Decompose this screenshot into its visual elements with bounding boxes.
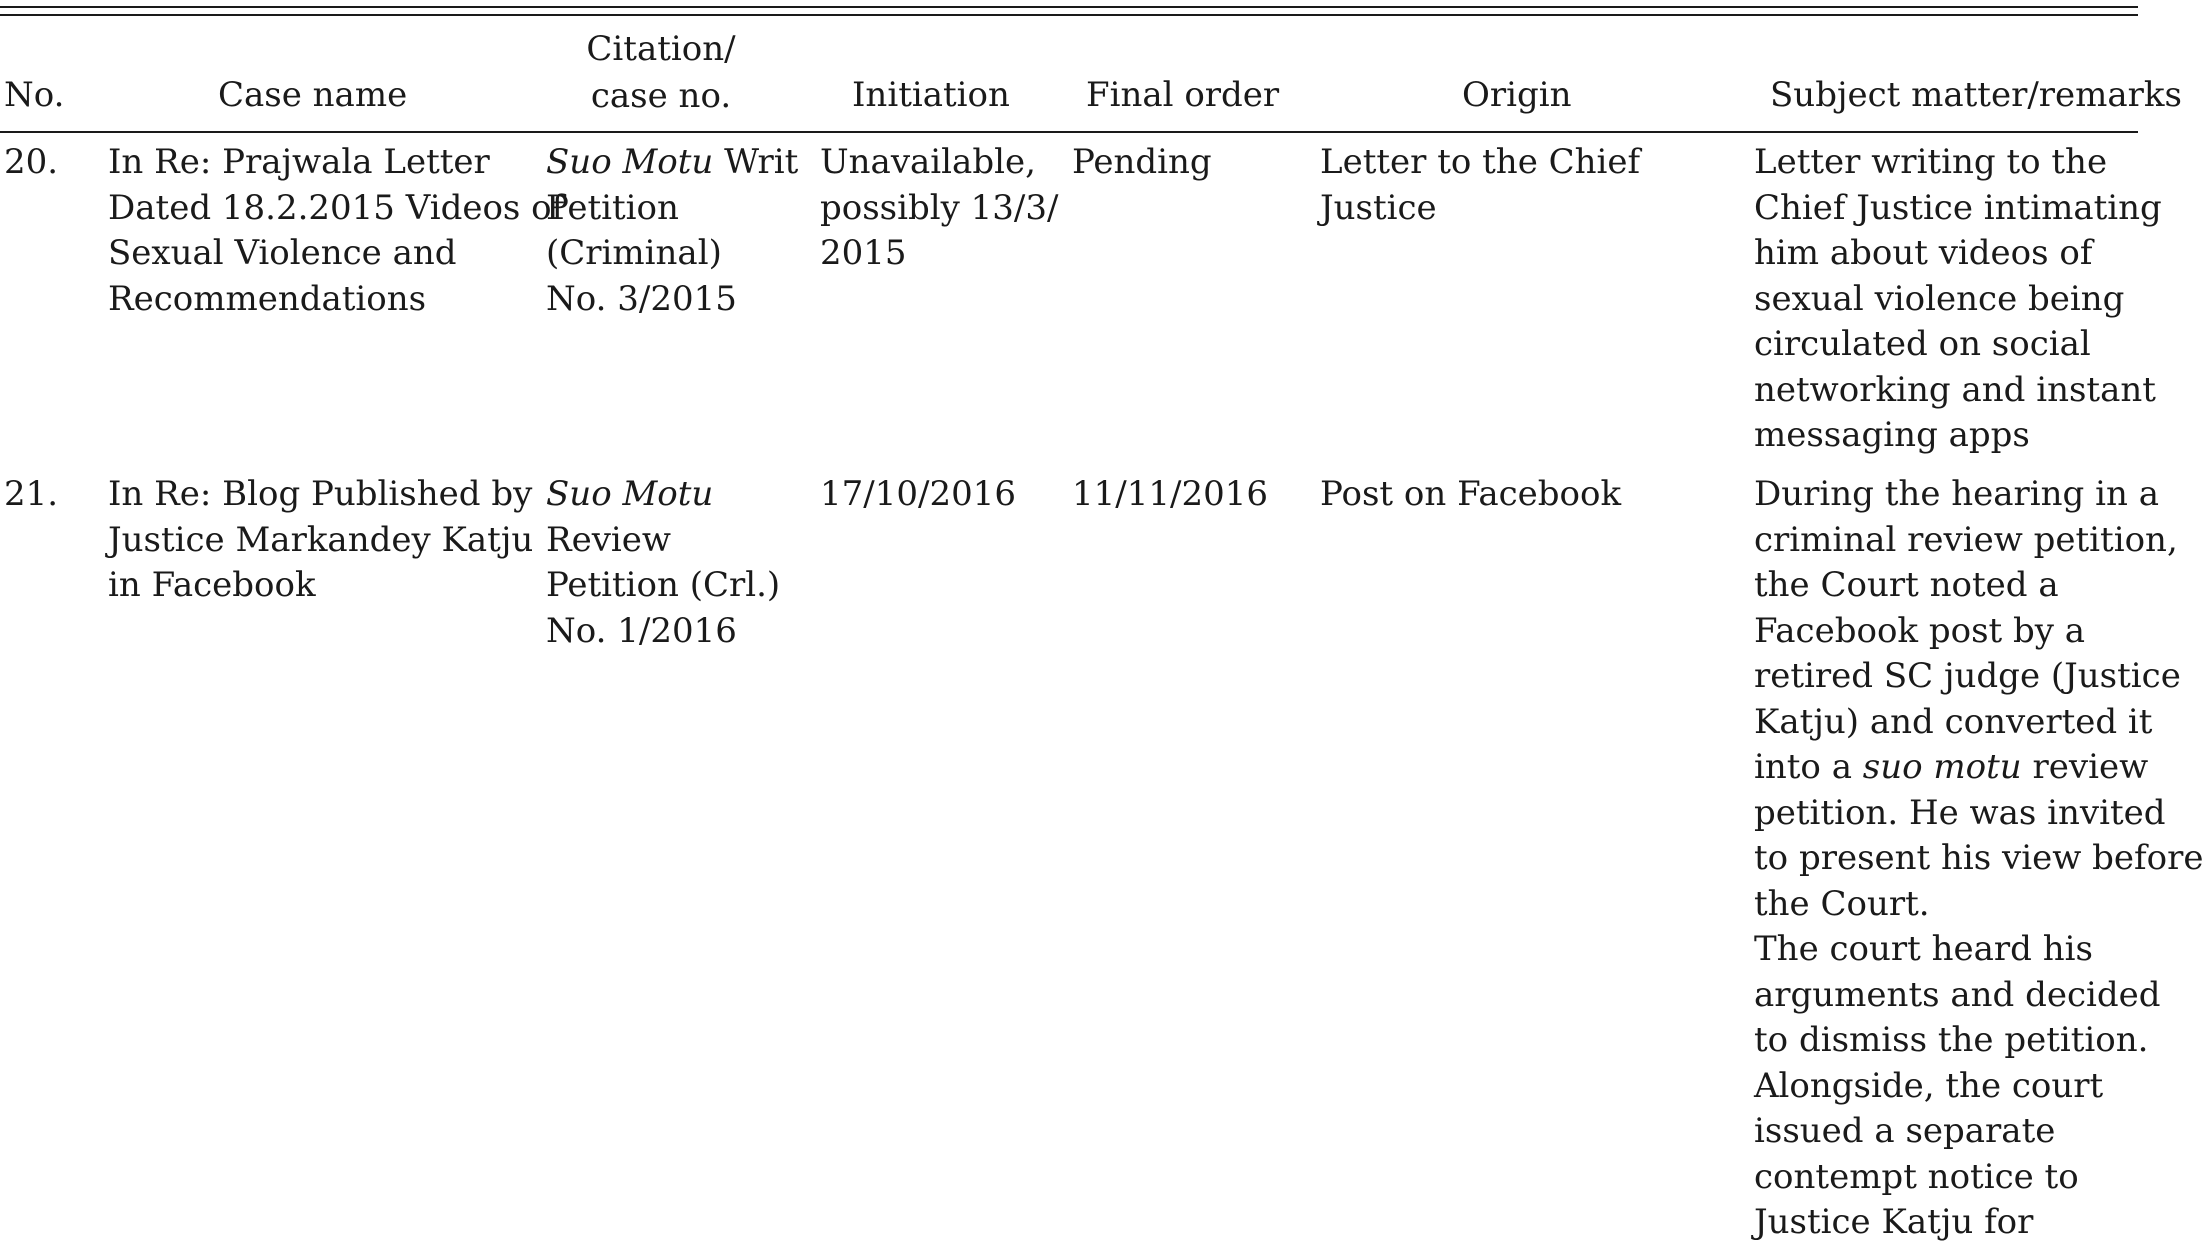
row-21-no: 21. bbox=[4, 474, 59, 514]
row-21-citation bbox=[546, 472, 780, 654]
row-21-subj-line: Katju) and converted it bbox=[1754, 701, 2153, 742]
suo-motu-italic: Suo Motu bbox=[546, 474, 714, 514]
row-20-subj-line: Chief Justice intimating bbox=[1754, 187, 2162, 228]
row-21-subj-line: to dismiss the petition. bbox=[1754, 1020, 2149, 1060]
header-no: No. bbox=[4, 75, 65, 115]
row-21-subj-line: criminal review petition, bbox=[1754, 519, 2178, 560]
header-origin: Origin bbox=[1462, 75, 1572, 115]
row-21-citation-line bbox=[546, 472, 780, 518]
row-20-citation-line: Petition bbox=[546, 187, 679, 228]
row-20-origin-line: Letter to the Chief bbox=[1320, 142, 1641, 182]
row-20-subj-line: networking and instant bbox=[1754, 369, 2156, 410]
row-21-case-line: Justice Markandey Katju bbox=[108, 519, 534, 560]
row-21-citation-line: Review bbox=[546, 519, 672, 560]
row-20-init-line: 2015 bbox=[820, 233, 907, 273]
table-top-rule-second bbox=[0, 14, 2138, 16]
row-20-subj-line: circulated on social bbox=[1754, 324, 2091, 364]
row-20-case-line: In Re: Prajwala Letter bbox=[108, 142, 490, 182]
row-21-subj-line: arguments and decided bbox=[1754, 974, 2161, 1015]
row-20-init-line: possibly 13/3/ bbox=[820, 187, 1059, 228]
row-20-case-line: Dated 18.2.2015 Videos of bbox=[108, 187, 565, 228]
row-21-subj-line: petition. He was invited bbox=[1754, 792, 2166, 833]
row-20-init-line: Unavailable, bbox=[820, 142, 1036, 182]
row-21-subj-line: the Court noted a bbox=[1754, 565, 2059, 605]
row-21-case-line: in Facebook bbox=[108, 565, 316, 605]
row-20-subj-line: sexual violence being bbox=[1754, 278, 2125, 319]
row-21-case-line: In Re: Blog Published by bbox=[108, 474, 533, 514]
row-21-subj-line: issued a separate bbox=[1754, 1111, 2056, 1151]
row-21-subj-line: During the hearing in a bbox=[1754, 474, 2159, 514]
row-21-subj-line: the Court. bbox=[1754, 883, 1930, 924]
row-20-citation-rest: Writ bbox=[713, 142, 799, 182]
subj-suffix: review bbox=[2021, 747, 2149, 787]
row-20-citation bbox=[546, 140, 798, 322]
subj-prefix: into a bbox=[1754, 747, 1863, 787]
row-20-origin-line: Justice bbox=[1320, 187, 1437, 228]
row-21-subj-line-italic bbox=[1754, 745, 2203, 791]
row-21-citation-line: No. 1/2016 bbox=[546, 610, 737, 651]
row-20-no: 20. bbox=[4, 142, 59, 182]
row-20-initiation bbox=[820, 140, 1058, 277]
row-20-subj-line: Letter writing to the bbox=[1754, 142, 2108, 182]
row-21-origin: Post on Facebook bbox=[1320, 474, 1622, 514]
row-21-subj-line: The court heard his bbox=[1754, 929, 2093, 969]
header-rule bbox=[0, 131, 2138, 133]
suo-motu-italic: suo motu bbox=[1862, 747, 2022, 787]
suo-motu-italic: Suo Motu bbox=[546, 142, 714, 182]
row-21-subj-line: retired SC judge (Justice bbox=[1754, 656, 2181, 696]
row-20-case-line: Recommendations bbox=[108, 278, 427, 319]
row-20-subj-line: him about videos of bbox=[1754, 233, 2093, 273]
row-21-citation-line: Petition (Crl.) bbox=[546, 565, 781, 605]
row-21-initiation: 17/10/2016 bbox=[820, 474, 1016, 514]
row-20-subj-line: messaging apps bbox=[1754, 415, 2030, 455]
row-20-citation-line: No. 3/2015 bbox=[546, 278, 737, 319]
row-21-subj-line: Facebook post by a bbox=[1754, 610, 2086, 651]
row-20-case-name bbox=[108, 140, 564, 322]
row-21-subj-line: Justice Katju for bbox=[1754, 1202, 2034, 1242]
header-initiation: Initiation bbox=[852, 75, 1010, 115]
row-21-subj-line: Alongside, the court bbox=[1754, 1065, 2104, 1106]
header-final-order: Final order bbox=[1086, 75, 1280, 115]
header-subject: Subject matter/remarks bbox=[1770, 75, 2182, 115]
row-20-origin bbox=[1320, 140, 1640, 231]
header-citation-line2: case no. bbox=[590, 76, 732, 116]
row-21-subj-line: contempt notice to bbox=[1754, 1156, 2079, 1197]
header-citation bbox=[546, 26, 776, 120]
row-20-citation-line: (Criminal) bbox=[546, 233, 722, 273]
row-20-subject bbox=[1754, 140, 2162, 459]
row-20-final-order: Pending bbox=[1072, 142, 1212, 182]
row-21-case-name bbox=[108, 472, 533, 609]
header-case-name: Case name bbox=[218, 75, 408, 115]
row-20-citation-line bbox=[546, 140, 798, 186]
row-20-case-line: Sexual Violence and bbox=[108, 233, 457, 273]
row-21-subj-line: to present his view before bbox=[1754, 838, 2203, 878]
header-citation-line1: Citation/ bbox=[586, 29, 736, 69]
row-21-final-order: 11/11/2016 bbox=[1072, 474, 1268, 514]
row-21-subject bbox=[1754, 472, 2203, 1246]
table-top-rule bbox=[0, 6, 2138, 8]
